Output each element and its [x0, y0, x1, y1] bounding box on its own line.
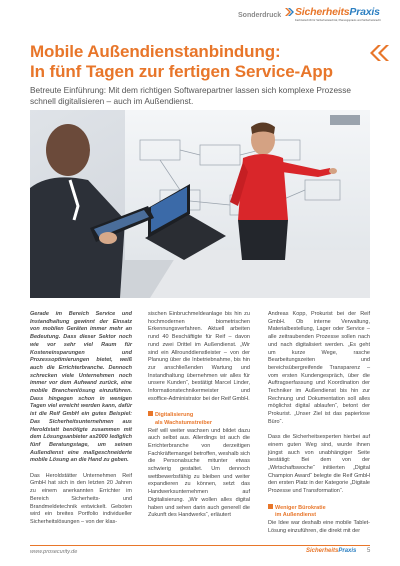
- square-bullet-icon: [268, 504, 273, 509]
- article-photo: [30, 110, 370, 298]
- footer-brand: SicherheitsPraxis: [306, 548, 357, 554]
- footer-rule: [30, 545, 370, 546]
- logo-tagline: Fachzeitschrift für Sicherheitstechnik, Planungspraxis und Sicherheitsrecht: [295, 19, 381, 22]
- logo-wordmark: SicherheitsPraxis: [295, 6, 380, 18]
- body-paragraph: Das Heroldstätter Unternehmen Reif GmbH hat sich in den letzten 20 Jahren zu einem anerkannten Errichter im Bereich Sicherheits- und Brandmeldetechnik entwickelt. Geboten wird ein breites Portfolio individueller Sicherheitslösungen – von der klas-: [30, 472, 132, 525]
- double-chevron-left-icon: [368, 44, 390, 62]
- article-intro: Gerade im Bereich Service und Instandhaltung gewinnt der Einsatz von mobilen Geräten immer mehr an Bedeutung. Dass dieser Sektor noch wie vor sehr viel Raum für Kosteneinsparungen und Prozessoptimierungen bietet, weiß auch die Errichterbranche. Dennoch schrecken viele Unternehmen noch immer vor dem Aufwand zurück, eine mobile Branchenlösung einzuführen. Dass hingegen schon in wenigen Tagen viel erreicht werden kann, dafür ist die Reif GmbH ein gutes Beispiel: Das Sicherheitsunternehmen aus Heroldstatt benötigte zusammen mit dem Lösungsanbieter as2000 lediglich fünf Beratungstage, um seinen Außendienst eine maßgeschneiderte mobile Lösung an die Hand zu geben.: [30, 311, 132, 464]
- body-paragraph: Die Idee war deshalb eine mobile Tablet-Lösung einzuführen, die direkt mit der: [268, 519, 370, 534]
- double-chevron-icon: [284, 7, 294, 17]
- article-lead: Betreute Einführung: Mit dem richtigen Softwarepartner lassen sich komplexe Prozesse schnell digitalisieren – auch im Außendienst.: [30, 85, 351, 106]
- square-bullet-icon: [148, 411, 153, 416]
- subheading-digitalisierung: Digitalisierung als Wachstumstreiber: [148, 411, 250, 427]
- page-number: 5: [367, 548, 371, 554]
- subheading-buerokratie: Weniger Bürokratie im Außendienst: [268, 504, 370, 520]
- body-paragraph: Dass die Sicherheitsexperten hierbei auf einem guten Weg sind, wurde ihnen jüngst auch von unabhängiger Seite bestätigt: Bei dem von der „Wirtschaftswoche“ initiierten „Digital Champion Award“ belegte die Reif GmbH den ersten Platz in der Kategorie „Digitale Prozesse und Transformation“.: [268, 434, 370, 495]
- article-column-3: [268, 311, 370, 543]
- body-paragraph: Andreas Kopp, Prokurist bei der Reif GmbH. Ob interne Verwaltung, Materialbestellung, Lager oder Service – alle zeitraubenden Prozesse sollen nach und nach digitalisiert werden. „Es geht um kurze Wege, rasche Bearbeitungszeiten und bereichsübergreifende Transparenz – vom ersten Kundengespräch, über die Auftragserfassung und Koordination der Techniker im Außendienst bis hin zur Rechnung und Dokumentation soll alles möglichst digital ablaufen“, betont der Prokurist. „Unser Ziel ist das papierlose Büro“.: [268, 311, 370, 425]
- footer-url[interactable]: www.prosecurity.de: [30, 549, 78, 555]
- body-paragraph: Reif will weiter wachsen und bildet dazu auch selbst aus. Allerdings ist auch die Errichterbranche von derzeitigen Fachkräftemangel betroffen, weshalb sich die Personalsuche mitunter etwas schwierig gestaltet. Um dennoch wettbewerbsfähig zu bleiben und weiter expandieren zu können, setzt das Handwerksunternehmen auf Digitalisierung. „Wir wollen alles digital haben und sehen darin auch generell die Zukunft des Handwerks“, erläutert: [148, 427, 250, 519]
- body-paragraph: sischen Einbruchmeldeanlage bis hin zu hochmodernen biometrischen Erkennungsverfahren. Aktuell arbeiten rund 40 Beschäftigte für Reif – davon rund zwei Drittel im Außendienst. „Wir sind ein Allrounddienstleister – von der Planung über die Inbetriebnahme, bis hin zur anschließenden Wartung und Instandhaltung übernehmen wir alles für unsere Kunden“, bestätigt Marcel Linder, Informationstechnikermeister und esoffice-Administrator bei der Reif GmbH.: [148, 311, 250, 402]
- sicherheitspraxis-logo: [284, 6, 392, 28]
- article-title: Mobile Außendienstanbindung: In fünf Tagen zur fertigen Service-App: [30, 42, 333, 81]
- article-column-1: [30, 311, 132, 534]
- article-column-2: [148, 311, 250, 528]
- section-label: Sonderdruck: [238, 12, 282, 19]
